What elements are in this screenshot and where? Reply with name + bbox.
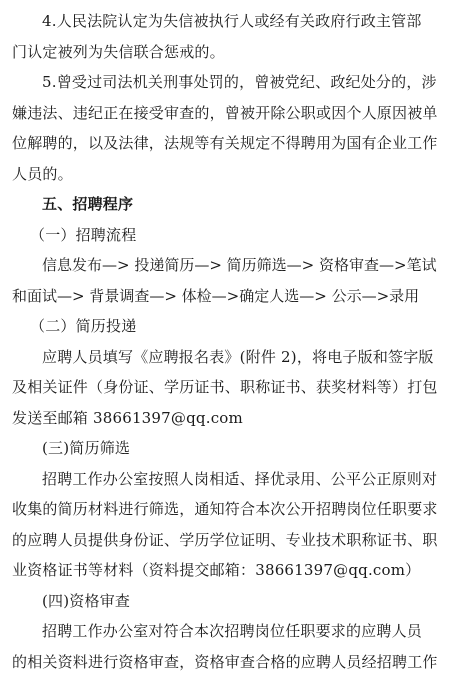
paragraph-line: 嫌违法、违纪正在接受审查的，曾被开除公职或因个人原因被单	[12, 103, 438, 122]
subsection-heading: （二）简历投递	[30, 317, 137, 335]
paragraph-line: 的相关资料进行资格审查，资格审查合格的应聘人员经招聘工作	[12, 652, 438, 671]
paragraph-line: 及相关证件（身份证、学历证书、职称证书、获奖材料等）打包	[12, 378, 438, 396]
paragraph-line: 4.人民法院认定为失信被执行人或经有关政府行政主管部	[42, 12, 422, 30]
paragraph-line: 的应聘人员提供身份证、学历学位证明、专业技术职称证书、职	[12, 530, 438, 549]
subsection-heading: (四)资格审查	[42, 591, 131, 610]
paragraph-line: 5.曾受过司法机关刑事处罚的，曾被党纪、政纪处分的，涉	[42, 73, 437, 91]
paragraph-line: 位解聘的，以及法律，法规等有关规定不得聘用为国有企业工作	[12, 134, 438, 152]
paragraph-line: 门认定被列为失信联合惩戒的。	[12, 42, 225, 61]
section-heading: 五、招聘程序	[42, 195, 134, 213]
process-flow-line: 和面试—> 背景调查—> 体检—>确定人选—> 公示—>录用	[12, 286, 420, 305]
paragraph-line: 招聘工作办公室按照人岗相适、择优录用、公平公正原则对	[42, 469, 438, 488]
paragraph-line: 业资格证书等材料（资料提交邮箱：38661397@qq.com）	[12, 561, 421, 579]
subsection-heading: （一）招聘流程	[30, 225, 137, 244]
process-flow-line: 信息发布—> 投递简历—> 简历筛选—> 资格审查—>笔试	[42, 256, 437, 274]
paragraph-line: 人员的。	[12, 164, 73, 183]
paragraph-line: 收集的简历材料进行筛选，通知符合本次公开招聘岗位任职要求	[12, 500, 438, 518]
paragraph-line: 应聘人员填写《应聘报名表》(附件 2)，将电子版和签字版	[42, 347, 434, 366]
paragraph-line: 发送至邮箱 38661397@qq.com	[12, 408, 243, 427]
paragraph-line: 招聘工作办公室对符合本次招聘岗位任职要求的应聘人员	[42, 622, 423, 640]
subsection-heading: (三)简历筛选	[42, 439, 131, 457]
